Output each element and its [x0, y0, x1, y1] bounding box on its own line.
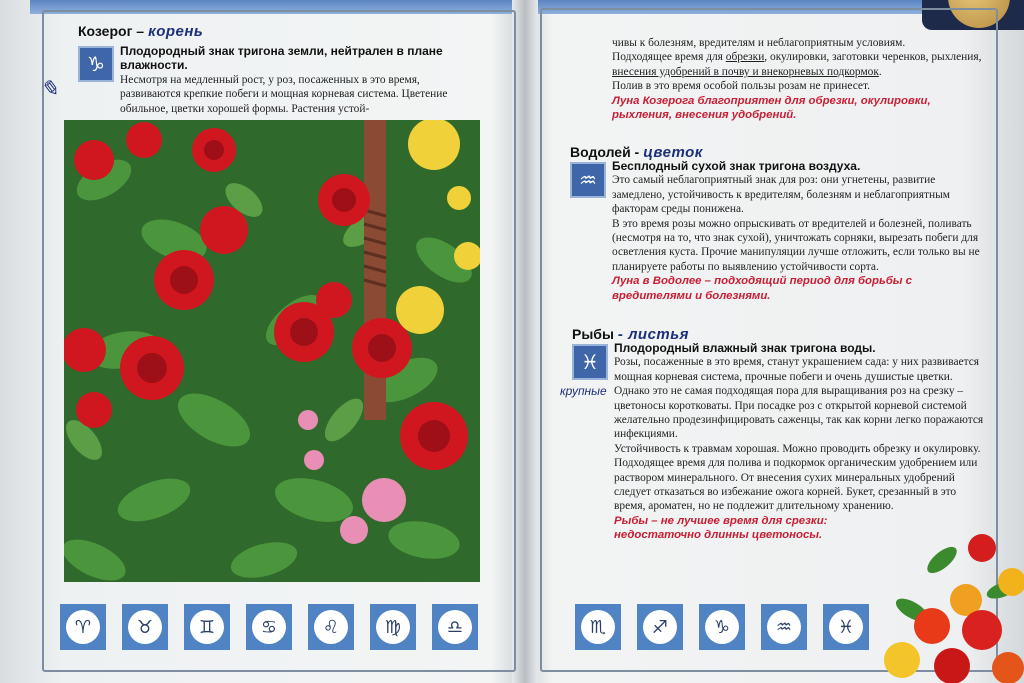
pisces-text [614, 341, 984, 543]
aquarius-recommendation: Луна в Водолее – подходящий период для борьбы с вредителями и болезнями. [612, 275, 913, 302]
capricorn-strip-icon [699, 604, 745, 650]
aquarius-body1: Это самый неблагоприятный знак для роз: они угнетены, развитие замедлено, устойчивость к вредителям, болезням и неблагоприятным факторам среды понижена. [612, 174, 950, 216]
sagittarius-icon [637, 604, 683, 650]
pisces-body3: Подходящее время для полива и подкормок органическим удобрением или раствором минерального. От внесения сухих минеральных удобрений следует отказаться во избежание ожога корней. Букет, срезанный в это время, ароматен, но не подлежит длительному хранению. [614, 457, 978, 513]
capricorn-recommendation: Луна Козерога благоприятен для обрезки, окулировки, рыхления, внесения удобрений. [612, 94, 931, 122]
continuation-line2d: внесения удобрений в почву и внекорневых подкормок [612, 65, 879, 78]
capricorn-heading [78, 24, 484, 39]
virgo-icon [370, 604, 416, 650]
capricorn-text [120, 44, 482, 116]
left-zodiac-strip [60, 604, 478, 650]
aquarius-sign-icon [570, 162, 606, 198]
pisces-strip-symbol: ♓ [829, 610, 863, 644]
continuation-text [612, 36, 984, 122]
aries-symbol: ♈ [66, 610, 100, 644]
aquarius-subtitle: Бесплодный сухой знак тригона воздуха. [612, 159, 861, 173]
cancer-symbol: ♋ [252, 610, 286, 644]
continuation-line2a: Подходящее время для [612, 51, 726, 64]
margin-mark: ✎ [40, 76, 59, 101]
aquarius-strip-symbol: ♒ [767, 610, 801, 644]
gemini-icon [184, 604, 230, 650]
capricorn-strip-symbol: ♑ [705, 610, 739, 644]
continuation-line2c: , окулировки, заготовки черенков, рыхления, [764, 51, 982, 64]
taurus-symbol: ♉ [128, 610, 162, 644]
sagittarius-symbol: ♐ [643, 610, 677, 644]
taurus-icon [122, 604, 168, 650]
corner-roses-decoration [872, 520, 1024, 683]
continuation-line3: Полив в это время особой пользы розам не принесет. [612, 80, 870, 93]
continuation-line2 [612, 50, 984, 79]
leo-icon [308, 604, 354, 650]
capricorn-sign-icon [78, 46, 114, 82]
capricorn-title: Козерог – [78, 23, 145, 39]
continuation-line1: чивы к болезням, вредителям и неблагоприятным условиям. [612, 37, 906, 49]
capricorn-symbol: ♑ [87, 52, 105, 76]
pisces-subtitle: Плодородный влажный знак тригона воды. [614, 341, 876, 355]
libra-symbol: ♎ [438, 610, 472, 644]
pisces-margin-note: крупные [560, 384, 607, 398]
scorpio-symbol: ♏ [581, 610, 615, 644]
pisces-sign-icon [572, 344, 608, 380]
pisces-body1: Розы, посаженные в это время, станут украшением сада: у них развивается мощная корневая система, прочные побеги и очень душистые цветки. Однако это не самая подходящая пора для выращивания роз на срезку – цветоносы коротковаты. При посадке роз с открытой корневой системой желательно продезинфицировать саженцы, так как корни легко поражаются инфекциями. [614, 356, 984, 441]
capricorn-body: Несмотря на медленный рост, у роз, посаженных в это время, развиваются крепкие побеги и мощная корневая система. Цветение обильное, цветки хорошей формы. Растения устой- [120, 73, 448, 115]
pisces-handnote: - листья [617, 326, 689, 343]
roses-photo [64, 120, 480, 582]
aquarius-body2: В это время розы можно опрыскивать от вредителей и болезней, поливать (несмотря на то, что знак сухой), уничтожать сорняки, вырезать побеги для осветления куста. Прочие манипуляции лучше отложить, если только вы не планируете работы по выявлению устойчивости сорта. [612, 217, 980, 273]
aquarius-handnote: цветок [643, 144, 703, 161]
aquarius-strip-icon [761, 604, 807, 650]
roses-photo-art [64, 120, 480, 582]
pisces-recommendation: Рыбы – не лучшее время для срезки: недостаточно длинны цветоносы. [614, 514, 828, 542]
aquarius-title: Водолей - [570, 144, 640, 160]
scorpio-icon [575, 604, 621, 650]
pisces-body2: Устойчивость к травмам хорошая. Можно проводить обрезку и окулировку. [614, 442, 981, 455]
gemini-symbol: ♊ [190, 610, 224, 644]
aquarius-symbol: ♒ [579, 168, 597, 192]
capricorn-handnote: корень [148, 23, 204, 40]
pisces-title: Рыбы [572, 326, 614, 342]
leo-symbol: ♌ [314, 610, 348, 644]
pisces-strip-icon [823, 604, 869, 650]
aries-icon [60, 604, 106, 650]
virgo-symbol: ♍ [376, 610, 410, 644]
libra-icon [432, 604, 478, 650]
pisces-symbol: ♓ [581, 350, 599, 374]
capricorn-section [78, 24, 484, 39]
right-zodiac-strip [575, 604, 869, 650]
cancer-icon [246, 604, 292, 650]
capricorn-subtitle: Плодородный знак тригона земли, нейтрален в плане влажности. [120, 44, 443, 73]
continuation-line2e: . [878, 65, 882, 78]
aquarius-text [612, 159, 984, 303]
continuation-line2b: обрезки [725, 51, 765, 64]
